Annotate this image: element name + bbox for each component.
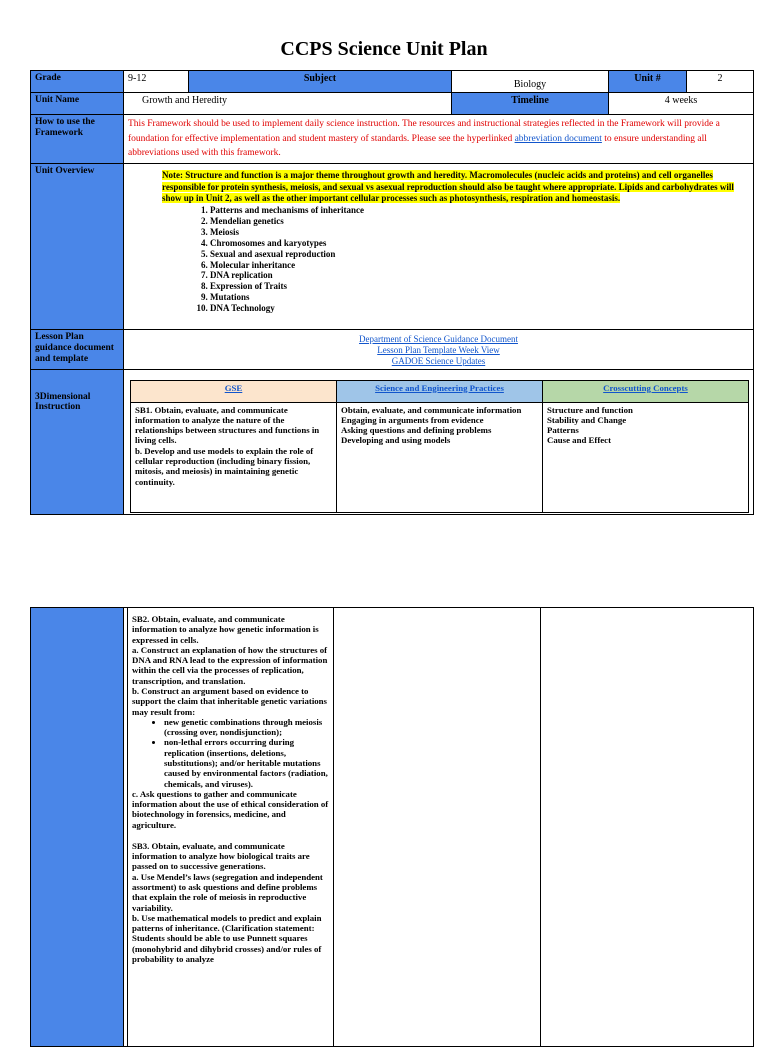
cc-cell bbox=[543, 402, 749, 512]
list-item: 2. Mendelian genetics bbox=[210, 216, 743, 227]
list-item: • new genetic combinations through meiosis (crossing over, nondisjunction); bbox=[164, 717, 329, 738]
how-to-use-label: How to use the Framework bbox=[31, 115, 124, 164]
how-to-use-body: This Framework should be used to implement daily science instruction. The resources and instructional strategies reflected in the Framework will provide a foundation for effective implementation and student mastery of standards. Please see the hyperlinked bbox=[128, 119, 720, 144]
list-item: 3. Meiosis bbox=[210, 227, 743, 238]
sb2-standard: SB2. Obtain, evaluate, and communicate information to analyze how genetic information is expressed in cells. bbox=[132, 614, 319, 645]
list-item: 7. DNA replication bbox=[210, 270, 743, 281]
sb1-element-b: b. Develop and use models to explain the role of cellular reproduction (including binary fission, mitosis, and meiosis) in maintaining genetic continuity. bbox=[135, 445, 314, 487]
lesson-template-link[interactable]: Lesson Plan Template Week View bbox=[377, 344, 500, 355]
gse-sb2-sb3-cell bbox=[128, 608, 334, 1047]
sb2-element-c: c. Ask questions to gather and communicate information about the use of ethical consideration of biotechnology in forensics, medicine, and agriculture. bbox=[132, 788, 329, 830]
list-item: 9. Mutations bbox=[210, 292, 743, 303]
overview-list bbox=[162, 205, 743, 315]
cc-header-link[interactable]: Crosscutting Concepts bbox=[603, 382, 688, 393]
unit-number-value: 2 bbox=[687, 71, 754, 93]
unit-number-label: Unit # bbox=[609, 71, 687, 93]
sep-header-link[interactable]: Science and Engineering Practices bbox=[375, 382, 504, 393]
lesson-plan-label: Lesson Plan guidance document and template bbox=[31, 330, 124, 369]
gse-header-link[interactable]: GSE bbox=[224, 382, 243, 393]
page-two-table bbox=[30, 607, 754, 1047]
list-item: 6. Molecular inheritance bbox=[210, 260, 743, 271]
unit-name-label: Unit Name bbox=[31, 93, 124, 115]
science-guidance-link[interactable]: Department of Science Guidance Document bbox=[359, 334, 518, 345]
unit-overview-cell bbox=[124, 164, 754, 330]
sep-cell bbox=[337, 402, 543, 512]
three-d-instruction-label: 3Dimensional Instruction bbox=[31, 369, 124, 514]
timeline-value: 4 weeks bbox=[609, 93, 754, 115]
how-to-use-text bbox=[124, 115, 754, 164]
sb3-standard: SB3. Obtain, evaluate, and communicate information to analyze how biological traits are passed on to successive generations. bbox=[132, 840, 310, 872]
list-item: 8. Expression of Traits bbox=[210, 281, 743, 292]
three-d-cell bbox=[124, 369, 754, 514]
page-two-label-cell bbox=[31, 608, 124, 1047]
list-item: 10. DNA Technology bbox=[210, 303, 743, 314]
sb3-element-b: b. Use mathematical models to predict and explain patterns of inheritance. (Clarification statement: Students should be able to use Punnett squares (monohybrid and dihybrid crosses) and/or rules of probability to analyze bbox=[132, 912, 322, 964]
cc-header bbox=[543, 380, 749, 402]
page-title: CCPS Science Unit Plan bbox=[280, 38, 488, 60]
subject-value: Biology bbox=[452, 71, 609, 93]
how-to-use-end: to ensure understanding all abbreviations used with this framework. bbox=[128, 133, 707, 159]
cc-item: Cause and Effect bbox=[547, 435, 612, 446]
sb2-element-b: b. Construct an argument based on evidence to support the claim that inheritable genetic variations may result from: bbox=[132, 685, 327, 717]
gadoe-updates-link[interactable]: GADOE Science Updates bbox=[391, 355, 486, 366]
unit-name-value: Growth and Heredity bbox=[124, 93, 452, 115]
three-d-table bbox=[130, 380, 749, 513]
cc-item: Stability and Change bbox=[547, 414, 627, 425]
grade-value: 9-12 bbox=[124, 71, 189, 93]
unit-overview-label: Unit Overview bbox=[31, 164, 124, 330]
sb2-element-a: a. Construct an explanation of how the structures of DNA and RNA lead to the expression of information within the cell via the processes of replication, transcription, and translation. bbox=[132, 644, 328, 686]
overview-note: Note: Structure and function is a major theme throughout growth and heredity. Macromolecules (nucleic acids and proteins) and cell organelles responsible for protein synthesis, meiosis, and sexual vs asexual reproduction should also be taught where appropriate. Lipids and carbohydrates will show up in Unit 2, as well as the other important cellular processes such as photosynthesis, respiration and homeostasis. bbox=[162, 170, 734, 204]
unit-plan-table bbox=[30, 70, 754, 515]
cc-empty-cell bbox=[541, 608, 754, 1047]
list-item: • non-lethal errors occurring during replication (insertions, deletions, substitutions); and/or heritable mutations caused by environmental factors (radiation, chemicals, and viruses). bbox=[164, 737, 329, 788]
sep-item: Asking questions and defining problems bbox=[341, 425, 492, 436]
list-item: 4. Chromosomes and karyotypes bbox=[210, 238, 743, 249]
timeline-label: Timeline bbox=[452, 93, 609, 115]
sb2-bullet-list bbox=[132, 717, 329, 789]
list-item: 5. Sexual and asexual reproduction bbox=[210, 249, 743, 260]
list-item: 1. Patterns and mechanisms of inheritance bbox=[210, 205, 743, 216]
lesson-links-cell bbox=[124, 330, 754, 369]
sep-item: Engaging in arguments from evidence bbox=[341, 414, 484, 425]
abbreviation-document-link[interactable]: abbreviation document bbox=[514, 133, 602, 144]
sep-item: Obtain, evaluate, and communicate information bbox=[341, 404, 522, 415]
cc-item: Structure and function bbox=[547, 404, 633, 415]
subject-label: Subject bbox=[189, 71, 452, 93]
gse-header bbox=[131, 380, 337, 402]
grade-label: Grade bbox=[31, 71, 124, 93]
sb3-element-a: a. Use Mendel’s laws (segregation and independent assortment) to ask questions and define problems that explain the role of meiosis in reproductive variability. bbox=[132, 871, 323, 913]
sep-header bbox=[337, 380, 543, 402]
cc-item: Patterns bbox=[547, 425, 579, 436]
gse-sb1-cell bbox=[131, 402, 337, 512]
sep-item: Developing and using models bbox=[341, 435, 451, 446]
sep-empty-cell bbox=[334, 608, 541, 1047]
sb1-standard: SB1. Obtain, evaluate, and communicate information to analyze the nature of the relationships between structures and functions in living cells. bbox=[135, 404, 320, 446]
